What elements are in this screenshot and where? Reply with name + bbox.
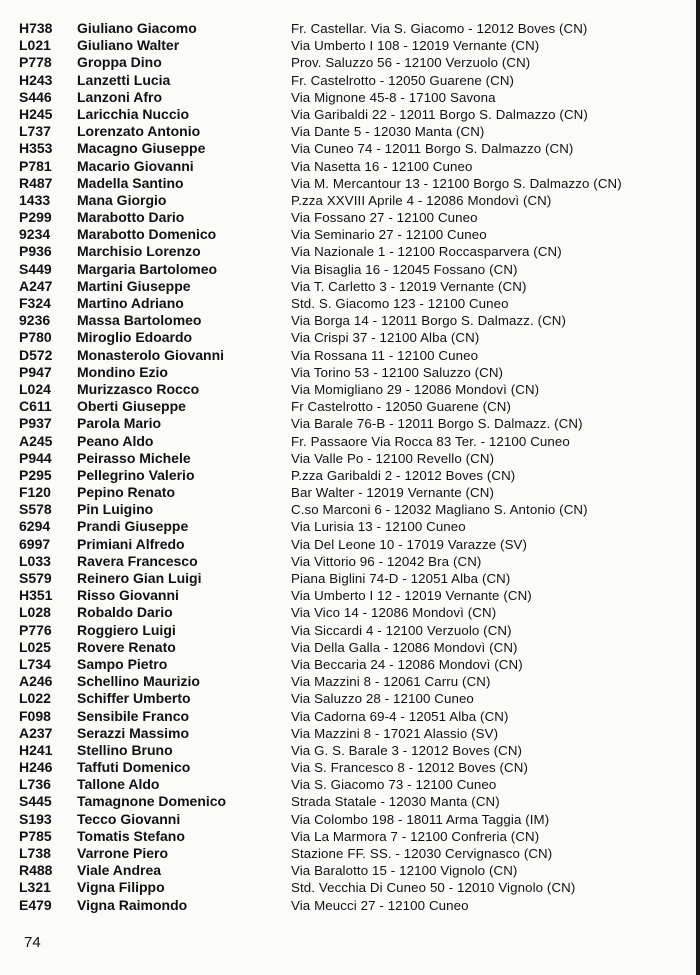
entry-code: E479 bbox=[19, 896, 52, 913]
entry-name: Viale Andrea bbox=[77, 862, 162, 879]
entry-code: H738 bbox=[19, 20, 53, 36]
entry-code: P295 bbox=[19, 466, 52, 483]
entry-address: Via Nazionale 1 - 12100 Roccasparvera (CN) bbox=[291, 244, 562, 260]
entry-address: Via Crispi 37 - 12100 Alba (CN) bbox=[291, 330, 480, 346]
entry-address: Via Lurisia 13 - 12100 Cuneo bbox=[291, 519, 466, 535]
list-item bbox=[0, 261, 694, 278]
entry-code: F324 bbox=[19, 295, 51, 311]
entry-address: Fr. Castellar. Via S. Giacomo - 12012 Boves (CN) bbox=[291, 21, 588, 36]
list-item bbox=[0, 759, 694, 776]
entry-name: Marabotto Dario bbox=[77, 209, 185, 226]
list-item bbox=[0, 518, 694, 535]
entry-code: A246 bbox=[19, 673, 53, 690]
entry-address: Via Vittorio 96 - 12042 Bra (CN) bbox=[291, 553, 482, 569]
entry-name: Laricchia Nuccio bbox=[77, 105, 190, 122]
entry-code: P778 bbox=[19, 54, 52, 71]
entry-name: Vigna Filippo bbox=[77, 879, 165, 896]
entry-address: Stazione FF. SS. - 12030 Cervignasco (CN) bbox=[291, 846, 553, 861]
entry-code: P299 bbox=[19, 209, 52, 226]
entry-name: Stellino Bruno bbox=[77, 741, 173, 758]
entry-name: Varrone Piero bbox=[77, 845, 169, 861]
list-item bbox=[0, 20, 694, 37]
entry-code: S446 bbox=[19, 88, 52, 105]
entry-name: Massa Bartolomeo bbox=[77, 312, 202, 329]
entry-address: Via Della Galla - 12086 Mondovì (CN) bbox=[291, 639, 518, 655]
entry-code: L028 bbox=[19, 604, 51, 621]
entry-code: S449 bbox=[19, 260, 52, 277]
entry-code: A247 bbox=[19, 277, 53, 294]
entry-name: Reinero Gian Luigi bbox=[77, 570, 202, 586]
entry-name: Peirasso Michele bbox=[77, 449, 191, 466]
entry-address: Via S. Giacomo 73 - 12100 Cuneo bbox=[291, 777, 497, 793]
entry-name: Lorenzato Antonio bbox=[77, 123, 201, 140]
list-item bbox=[0, 243, 694, 260]
list-item bbox=[0, 123, 694, 140]
entry-name: Roggiero Luigi bbox=[77, 621, 176, 638]
list-item bbox=[0, 415, 694, 432]
entry-name: Madella Santino bbox=[77, 174, 184, 191]
entry-address: Via Rossana 11 - 12100 Cuneo bbox=[291, 347, 479, 363]
entry-code: L033 bbox=[19, 552, 51, 569]
entry-name: Ravera Francesco bbox=[77, 552, 198, 569]
entry-address: Via Baralotto 15 - 12100 Vignolo (CN) bbox=[291, 863, 518, 879]
list-item bbox=[0, 226, 694, 243]
entry-address: Via Bisaglia 16 - 12045 Fossano (CN) bbox=[291, 261, 518, 277]
entry-code: S578 bbox=[19, 501, 52, 518]
list-item bbox=[0, 192, 694, 209]
entry-address: Via Del Leone 10 - 17019 Varazze (SV) bbox=[291, 536, 528, 552]
list-item bbox=[0, 604, 694, 621]
entry-code: L738 bbox=[19, 845, 51, 861]
entry-code: 9234 bbox=[19, 226, 51, 243]
entry-name: Giuliano Giacomo bbox=[77, 20, 197, 36]
list-item bbox=[0, 708, 694, 725]
entry-name: Vigna Raimondo bbox=[77, 896, 188, 913]
entry-address: Std. S. Giacomo 123 - 12100 Cuneo bbox=[291, 296, 509, 311]
list-item bbox=[0, 89, 694, 106]
list-item bbox=[0, 587, 694, 604]
entry-code: H245 bbox=[19, 105, 53, 122]
entry-code: L024 bbox=[19, 380, 51, 397]
entry-address: Via Umberto I 12 - 12019 Vernante (CN) bbox=[291, 588, 532, 604]
entry-address: P.zza Garibaldi 2 - 12012 Boves (CN) bbox=[291, 467, 516, 483]
entry-address: Bar Walter - 12019 Vernante (CN) bbox=[291, 485, 494, 501]
entry-name: Prandi Giuseppe bbox=[77, 518, 189, 535]
entry-code: P936 bbox=[19, 243, 52, 260]
directory-listing bbox=[0, 20, 694, 914]
entry-name: Schiffer Umberto bbox=[77, 690, 191, 707]
entry-name: Risso Giovanni bbox=[77, 587, 179, 604]
entry-address: Via Valle Po - 12100 Revello (CN) bbox=[291, 450, 495, 466]
list-item bbox=[0, 793, 694, 810]
entry-address: Prov. Saluzzo 56 - 12100 Verzuolo (CN) bbox=[291, 55, 531, 71]
entry-code: R488 bbox=[19, 862, 53, 879]
entry-name: Lanzoni Afro bbox=[77, 88, 163, 105]
entry-address: Via Meucci 27 - 12100 Cuneo bbox=[291, 897, 469, 913]
entry-code: S445 bbox=[19, 793, 52, 810]
entry-address: Strada Statale - 12030 Manta (CN) bbox=[291, 794, 500, 810]
list-item bbox=[0, 742, 694, 759]
list-item bbox=[0, 278, 694, 295]
entry-name: Margaria Bartolomeo bbox=[77, 260, 218, 277]
entry-address: C.so Marconi 6 - 12032 Magliano S. Antonio (CN) bbox=[291, 502, 588, 518]
entry-name: Robaldo Dario bbox=[77, 604, 173, 621]
entry-name: Macario Giovanni bbox=[77, 157, 194, 174]
entry-name: Taffuti Domenico bbox=[77, 759, 191, 776]
entry-code: H353 bbox=[19, 140, 53, 157]
entry-code: S579 bbox=[19, 570, 52, 586]
list-item bbox=[0, 398, 694, 415]
list-item bbox=[0, 381, 694, 398]
entry-code: L021 bbox=[19, 37, 51, 54]
entry-address: Via Torino 53 - 12100 Saluzzo (CN) bbox=[291, 364, 504, 380]
entry-name: Sampo Pietro bbox=[77, 655, 168, 672]
entry-name: Macagno Giuseppe bbox=[77, 140, 206, 157]
list-item bbox=[0, 776, 694, 793]
list-item bbox=[0, 433, 694, 450]
entry-code: P781 bbox=[19, 157, 52, 174]
entry-name: Pellegrino Valerio bbox=[77, 466, 195, 483]
entry-address: Via Mignone 45-8 - 17100 Savona bbox=[291, 89, 496, 105]
entry-code: P776 bbox=[19, 621, 52, 638]
list-item bbox=[0, 484, 694, 501]
entry-code: C611 bbox=[19, 398, 52, 415]
entry-name: Tallone Aldo bbox=[77, 776, 160, 793]
list-item bbox=[0, 673, 694, 690]
entry-code: H246 bbox=[19, 759, 53, 776]
entry-address: Via Barale 76-B - 12011 Borgo S. Dalmazz. (CN) bbox=[291, 416, 583, 432]
entry-name: Tecco Giovanni bbox=[77, 810, 181, 827]
entry-code: P947 bbox=[19, 363, 52, 380]
list-item bbox=[0, 209, 694, 226]
entry-name: Sensibile Franco bbox=[77, 707, 190, 724]
entry-address: Std. Vecchia Di Cuneo 50 - 12010 Vignolo (CN) bbox=[291, 880, 576, 896]
entry-address: Via Siccardi 4 - 12100 Verzuolo (CN) bbox=[291, 622, 512, 638]
entry-name: Peano Aldo bbox=[77, 432, 154, 449]
entry-code: H351 bbox=[19, 587, 53, 604]
list-item bbox=[0, 72, 694, 89]
page-edge bbox=[696, 0, 700, 975]
entry-address: Via Saluzzo 28 - 12100 Cuneo bbox=[291, 691, 474, 707]
entry-code: P944 bbox=[19, 449, 52, 466]
entry-name: Pin Luigino bbox=[77, 501, 154, 518]
list-item bbox=[0, 639, 694, 656]
entry-code: P780 bbox=[19, 329, 52, 346]
list-item bbox=[0, 725, 694, 742]
entry-code: L737 bbox=[19, 123, 51, 140]
list-item bbox=[0, 467, 694, 484]
entry-code: L022 bbox=[19, 690, 51, 707]
entry-code: P937 bbox=[19, 415, 52, 432]
list-item bbox=[0, 54, 694, 71]
entry-name: Tomatis Stefano bbox=[77, 827, 185, 844]
entry-code: F098 bbox=[19, 707, 51, 724]
entry-code: 1433 bbox=[19, 191, 51, 208]
list-item bbox=[0, 295, 694, 312]
entry-code: D572 bbox=[19, 346, 53, 363]
entry-code: 6294 bbox=[19, 518, 51, 535]
entry-name: Primiani Alfredo bbox=[77, 535, 185, 552]
entry-name: Groppa Dino bbox=[77, 54, 162, 71]
entry-code: L321 bbox=[19, 879, 51, 896]
page-number: 74 bbox=[24, 934, 41, 951]
entry-address: P.zza XXVIII Aprile 4 - 12086 Mondovì (CN) bbox=[291, 192, 552, 208]
list-item bbox=[0, 828, 694, 845]
list-item bbox=[0, 158, 694, 175]
list-item bbox=[0, 364, 694, 381]
entry-name: Mana Giorgio bbox=[77, 191, 167, 208]
list-item bbox=[0, 897, 694, 914]
entry-address: Via Colombo 198 - 18011 Arma Taggia (IM) bbox=[291, 811, 550, 827]
entry-name: Martini Giuseppe bbox=[77, 277, 191, 294]
entry-address: Via Cadorna 69-4 - 12051 Alba (CN) bbox=[291, 708, 509, 724]
entry-address: Via Borga 14 - 12011 Borgo S. Dalmazz. (CN) bbox=[291, 313, 567, 329]
entry-code: 9236 bbox=[19, 312, 51, 329]
entry-address: Via Seminario 27 - 12100 Cuneo bbox=[291, 227, 487, 243]
entry-code: A237 bbox=[19, 724, 53, 741]
entry-code: S193 bbox=[19, 810, 52, 827]
entry-code: 6997 bbox=[19, 535, 51, 552]
entry-code: A245 bbox=[19, 432, 53, 449]
entry-name: Miroglio Edoardo bbox=[77, 329, 193, 346]
entry-code: P785 bbox=[19, 827, 52, 844]
entry-address: Fr. Castelrotto - 12050 Guarene (CN) bbox=[291, 72, 515, 88]
entry-code: L734 bbox=[19, 655, 51, 672]
entry-address: Via Garibaldi 22 - 12011 Borgo S. Dalmazzo (CN) bbox=[291, 106, 588, 122]
entry-name: Rovere Renato bbox=[77, 638, 176, 655]
list-item bbox=[0, 845, 694, 862]
entry-address: Via Vico 14 - 12086 Mondovì (CN) bbox=[291, 605, 497, 621]
list-item bbox=[0, 570, 694, 587]
list-item bbox=[0, 536, 694, 553]
entry-name: Marchisio Lorenzo bbox=[77, 243, 201, 260]
entry-code: L736 bbox=[19, 776, 51, 793]
entry-address: Via Umberto I 108 - 12019 Vernante (CN) bbox=[291, 38, 540, 54]
entry-address: Via Beccaria 24 - 12086 Mondovì (CN) bbox=[291, 656, 523, 672]
entry-address: Via Mazzini 8 - 17021 Alassio (SV) bbox=[291, 725, 499, 741]
list-item bbox=[0, 140, 694, 157]
entry-address: Via Cuneo 74 - 12011 Borgo S. Dalmazzo (CN) bbox=[291, 141, 574, 157]
entry-name: Parola Mario bbox=[77, 415, 162, 432]
entry-name: Monasterolo Giovanni bbox=[77, 346, 225, 363]
entry-address: Via G. S. Barale 3 - 12012 Boves (CN) bbox=[291, 742, 523, 758]
entry-name: Oberti Giuseppe bbox=[77, 398, 186, 415]
entry-name: Lanzetti Lucia bbox=[77, 71, 171, 88]
list-item bbox=[0, 450, 694, 467]
list-item bbox=[0, 312, 694, 329]
entry-name: Serazzi Massimo bbox=[77, 724, 190, 741]
entry-address: Fr. Passaore Via Rocca 83 Ter. - 12100 Cuneo bbox=[291, 433, 570, 449]
list-item bbox=[0, 656, 694, 673]
entry-name: Giuliano Walter bbox=[77, 37, 180, 54]
entry-code: R487 bbox=[19, 174, 53, 191]
entry-address: Via La Marmora 7 - 12100 Confreria (CN) bbox=[291, 828, 540, 844]
list-item bbox=[0, 175, 694, 192]
entry-name: Pepino Renato bbox=[77, 484, 176, 501]
list-item bbox=[0, 347, 694, 364]
entry-code: L025 bbox=[19, 638, 51, 655]
entry-address: Fr Castelrotto - 12050 Guarene (CN) bbox=[291, 399, 512, 415]
entry-address: Via Fossano 27 - 12100 Cuneo bbox=[291, 210, 478, 226]
list-item bbox=[0, 811, 694, 828]
entry-address: Piana Biglini 74-D - 12051 Alba (CN) bbox=[291, 571, 511, 586]
entry-address: Via Nasetta 16 - 12100 Cuneo bbox=[291, 158, 473, 174]
entry-address: Via Mazzini 8 - 12061 Carru (CN) bbox=[291, 674, 491, 690]
entry-address: Via T. Carletto 3 - 12019 Vernante (CN) bbox=[291, 278, 527, 294]
list-item bbox=[0, 862, 694, 879]
entry-address: Via S. Francesco 8 - 12012 Boves (CN) bbox=[291, 760, 528, 776]
list-item bbox=[0, 329, 694, 346]
list-item bbox=[0, 501, 694, 518]
entry-address: Via Momigliano 29 - 12086 Mondovì (CN) bbox=[291, 381, 540, 397]
entry-code: H241 bbox=[19, 741, 53, 758]
list-item bbox=[0, 553, 694, 570]
entry-code: F120 bbox=[19, 484, 51, 501]
entry-code: H243 bbox=[19, 71, 53, 88]
list-item bbox=[0, 879, 694, 896]
entry-name: Marabotto Domenico bbox=[77, 226, 217, 243]
list-item bbox=[0, 37, 694, 54]
entry-name: Mondino Ezio bbox=[77, 363, 168, 380]
entry-address: Via Dante 5 - 12030 Manta (CN) bbox=[291, 124, 485, 140]
list-item bbox=[0, 622, 694, 639]
entry-name: Murizzasco Rocco bbox=[77, 380, 200, 397]
entry-name: Martino Adriano bbox=[77, 295, 184, 311]
entry-address: Via M. Mercantour 13 - 12100 Borgo S. Dalmazzo (CN) bbox=[291, 175, 622, 191]
list-item bbox=[0, 690, 694, 707]
entry-name: Schellino Maurizio bbox=[77, 673, 200, 690]
entry-name: Tamagnone Domenico bbox=[77, 793, 227, 810]
list-item bbox=[0, 106, 694, 123]
